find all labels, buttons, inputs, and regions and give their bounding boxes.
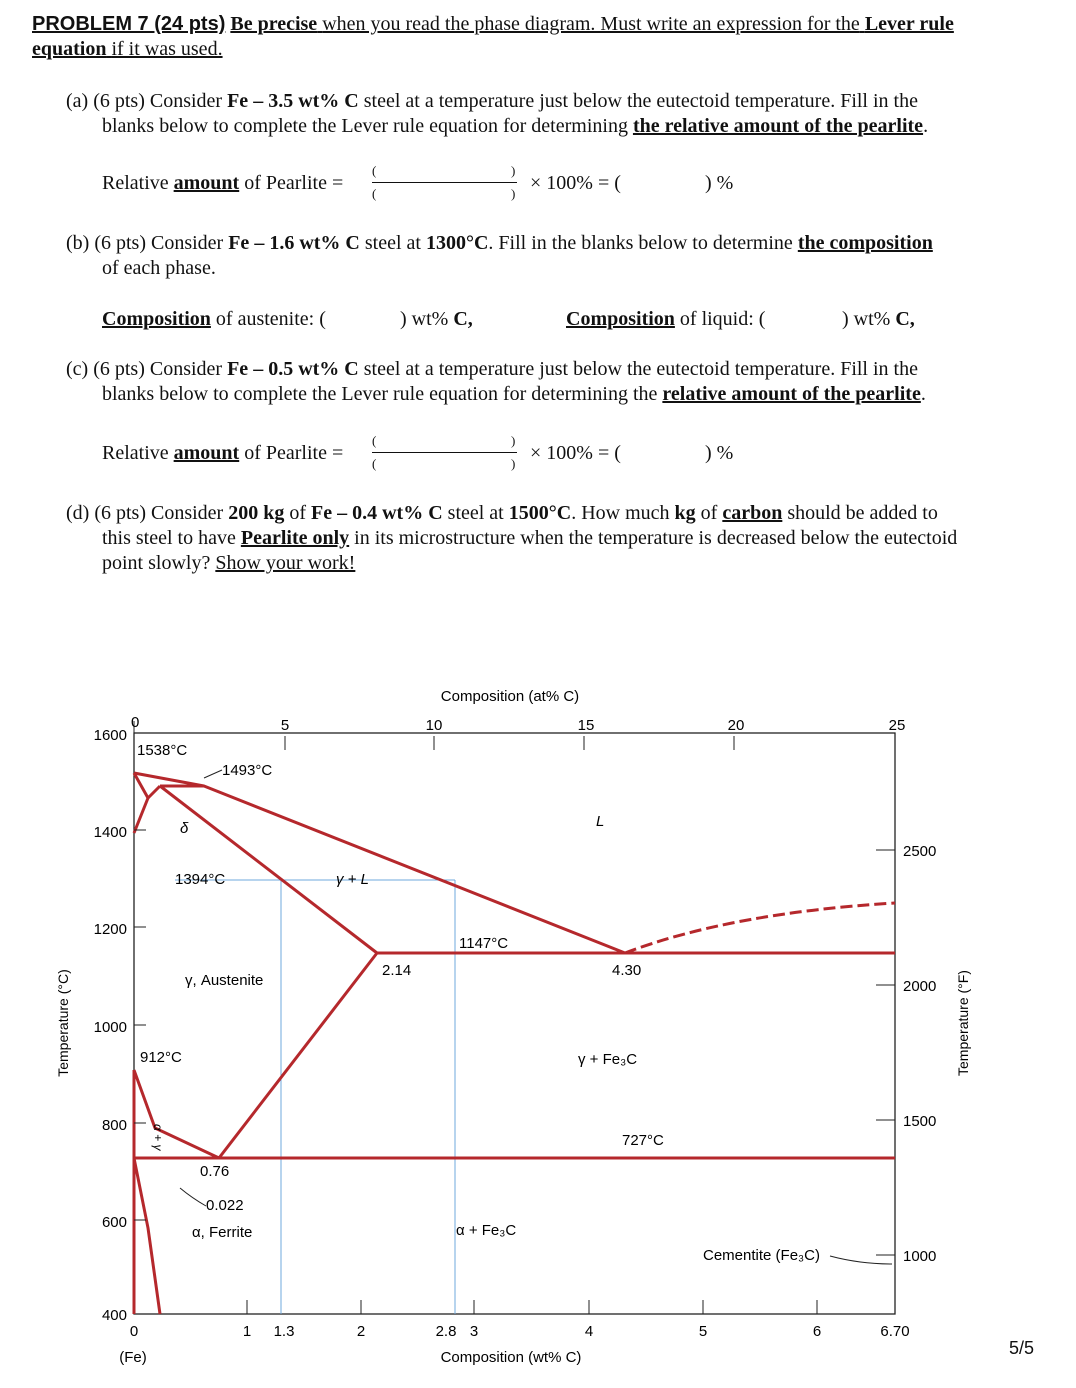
- composition-word: Composition: [566, 308, 675, 330]
- paren-close: ): [511, 433, 516, 448]
- left-tick-1400: 1400: [93, 824, 127, 841]
- part-a-times: × 100% = (: [530, 172, 621, 194]
- bottom-axis-title: Composition (wt% C): [440, 1349, 582, 1366]
- right-tick-2500: 2500: [903, 843, 937, 860]
- amount-word: amount: [173, 442, 240, 464]
- bottom-tick-0: 0: [129, 1323, 139, 1340]
- label-austenite: γ, Austenite: [185, 972, 264, 989]
- part-a-pts: (6 pts) Consider: [93, 90, 223, 112]
- a3-line: [134, 1070, 219, 1158]
- wt-pct: ) wt%: [400, 308, 449, 330]
- part-c-emph: relative amount of the pearlite: [662, 383, 921, 405]
- label-0p022: 0.022: [206, 1197, 244, 1214]
- label-1147: 1147°C: [459, 935, 509, 952]
- bottom-tick-1p3: 1.3: [273, 1323, 295, 1340]
- equation-word: equation: [32, 38, 107, 60]
- part-d-text2: . How much: [571, 502, 670, 524]
- part-d-mass: 200 kg: [228, 502, 285, 524]
- leader-1493: [204, 770, 222, 778]
- fraction-bar-a: [372, 182, 517, 183]
- part-a-pct: ) %: [705, 172, 734, 194]
- bottom-fe: (Fe): [119, 1349, 147, 1366]
- solvus: [134, 1158, 160, 1314]
- part-a-period: .: [923, 115, 929, 137]
- right-axis-title: Temperature (°F): [955, 970, 971, 1076]
- of-word: of: [289, 502, 307, 524]
- liquidus-left: [134, 773, 625, 953]
- liquidus-right-dashed: [625, 903, 895, 953]
- right-tick-1500: 1500: [903, 1113, 937, 1130]
- top-tick-25: 25: [888, 717, 906, 734]
- part-d-line3a: point slowly?: [102, 552, 211, 574]
- part-a-alloy: Fe – 3.5 wt% C: [227, 90, 359, 112]
- show-your-work: Show your work!: [215, 552, 356, 574]
- part-d-text3: should be added to: [787, 502, 938, 524]
- label-alpha-gamma: α + γ: [151, 1124, 165, 1151]
- problem-header-line2: [32, 37, 223, 62]
- left-tick-1000: 1000: [93, 1019, 127, 1036]
- guide-lines: [175, 880, 455, 1314]
- pearlite-only: Pearlite only: [240, 527, 350, 549]
- label-1394: 1394°C: [175, 871, 226, 888]
- label-cementite: Cementite (Fe₃C): [703, 1247, 820, 1264]
- part-b-emph: the composition: [797, 232, 933, 254]
- part-d-line2: [102, 526, 957, 551]
- part-b-comp-liquid: [566, 307, 765, 332]
- part-d-line2b: in its microstructure when the temperature is decreased below the eutectoid: [354, 527, 958, 549]
- left-axis-title: Temperature (°C): [55, 969, 71, 1077]
- rel-word: Relative: [102, 442, 169, 464]
- be-precise: Be precise: [230, 13, 318, 35]
- part-d-line2a: this steel to have: [102, 527, 236, 549]
- part-a-equation: [102, 171, 343, 196]
- part-c-pts: (6 pts) Consider: [93, 358, 223, 380]
- top-tick-5: 5: [280, 717, 290, 734]
- label-ferrite: α, Ferrite: [192, 1224, 253, 1241]
- paren-close: ): [511, 186, 516, 201]
- part-d-label: (d): [66, 502, 90, 524]
- top-tick-0: 0: [131, 714, 140, 731]
- c-bold: C,: [453, 308, 473, 330]
- part-d-text1: steel at: [447, 502, 504, 524]
- part-c-pct: ) %: [705, 442, 734, 464]
- part-d-alloy: Fe – 0.4 wt% C: [311, 502, 443, 524]
- paren-open: (: [372, 456, 377, 471]
- top-tick-20: 20: [727, 717, 745, 734]
- part-c-line2: [102, 382, 926, 407]
- part-b-text2: . Fill in the blanks below to determine: [488, 232, 793, 254]
- part-d-pts: (6 pts) Consider: [94, 502, 224, 524]
- problem-title: PROBLEM 7 (24 pts): [32, 13, 226, 35]
- right-tick-1000: 1000: [903, 1248, 937, 1265]
- title-tail: when you read the phase diagram. Must write an expression for the: [322, 13, 860, 35]
- left-tick-600: 600: [101, 1214, 127, 1231]
- label-liquid: L: [596, 813, 605, 830]
- part-b-label: (b): [66, 232, 90, 254]
- part-b-text1: steel at: [364, 232, 421, 254]
- part-b-comp-austenite: [102, 307, 326, 332]
- part-d-line3: [102, 551, 355, 576]
- part-b-line2: of each phase.: [102, 257, 216, 279]
- part-c-line1: [66, 357, 918, 382]
- top-tick-10: 10: [425, 717, 443, 734]
- part-d-temp: 1500°C: [508, 502, 572, 524]
- composition-word: Composition: [102, 308, 211, 330]
- delta-gamma-left: [134, 798, 148, 833]
- bottom-tick-4: 4: [584, 1323, 594, 1340]
- bottom-tick-5: 5: [698, 1323, 708, 1340]
- part-c-equation: [102, 441, 343, 466]
- part-c-text1: steel at a temperature just below the eutectoid temperature. Fill in the: [363, 358, 918, 380]
- wt-pct: ) wt%: [842, 308, 891, 330]
- problem-header-line1: [32, 12, 954, 37]
- left-tick-400: 400: [101, 1307, 127, 1324]
- bottom-tick-2p8: 2.8: [435, 1323, 457, 1340]
- paren-close: ): [511, 163, 516, 178]
- liquid-comp: of liquid: (: [679, 308, 766, 330]
- part-a-emph: the relative amount of the pearlite: [632, 115, 924, 137]
- of-pearlite: of Pearlite =: [244, 172, 344, 194]
- leader-0p022: [180, 1188, 206, 1206]
- page-number: 5/5: [1009, 1338, 1035, 1358]
- left-tick-1200: 1200: [93, 921, 127, 938]
- header-tail: if it was used.: [111, 38, 223, 60]
- part-a-label: (a): [66, 90, 89, 112]
- part-b-comp2-end: [842, 307, 915, 332]
- right-ticks: [876, 850, 895, 1255]
- fraction-bar-c: [372, 452, 517, 453]
- label-gamma-l: γ + L: [336, 871, 369, 888]
- bottom-tick-2: 2: [356, 1323, 366, 1340]
- label-2p14: 2.14: [382, 962, 412, 979]
- part-c-alloy: Fe – 0.5 wt% C: [227, 358, 359, 380]
- label-1538: 1538°C: [137, 742, 188, 759]
- paren-close: ): [511, 456, 516, 471]
- bottom-tick-6: 6: [812, 1323, 822, 1340]
- part-b-alloy: Fe – 1.6 wt% C: [228, 232, 360, 254]
- part-a-line2: [102, 114, 928, 139]
- label-0p76: 0.76: [200, 1163, 230, 1180]
- label-gamma-fe3c: γ + Fe₃C: [578, 1051, 638, 1068]
- label-727: 727°C: [622, 1132, 664, 1149]
- bottom-ticks: [247, 1300, 817, 1314]
- part-d-line1: [66, 501, 938, 526]
- rel-word: Relative: [102, 172, 169, 194]
- part-a-text1: steel at a temperature just below the eutectoid temperature. Fill in the: [363, 90, 918, 112]
- of-word: of: [700, 502, 718, 524]
- part-b-pts: (6 pts) Consider: [94, 232, 224, 254]
- carbon-word: carbon: [722, 502, 783, 524]
- part-c-label: (c): [66, 358, 89, 380]
- part-c-period: .: [920, 383, 926, 405]
- part-b-comp1-end: [400, 307, 473, 332]
- label-4p30: 4.30: [612, 962, 642, 979]
- bottom-tick-6p70: 6.70: [880, 1323, 910, 1340]
- top-axis-title: Composition (at% C): [440, 688, 580, 705]
- part-a-text2: blanks below to complete the Lever rule equation for determining: [102, 115, 628, 137]
- part-b-line1: [66, 231, 933, 256]
- label-1493: 1493°C: [222, 762, 273, 779]
- label-delta: δ: [180, 820, 189, 837]
- paren-open: (: [372, 163, 377, 178]
- label-912: 912°C: [140, 1049, 182, 1066]
- austenite-comp: of austenite: (: [215, 308, 326, 330]
- lever-rule: Lever rule: [864, 13, 954, 35]
- paren-open: (: [372, 433, 377, 448]
- top-tick-15: 15: [577, 717, 595, 734]
- amount-word: amount: [173, 172, 240, 194]
- of-pearlite: of Pearlite =: [244, 442, 344, 464]
- left-tick-1600: 1600: [93, 727, 127, 744]
- bottom-tick-1: 1: [242, 1323, 252, 1340]
- c-bold: C,: [895, 308, 915, 330]
- part-c-text2: blanks below to complete the Lever rule equation for determining the: [102, 383, 658, 405]
- leader-cementite: [830, 1256, 892, 1264]
- paren-open: (: [372, 186, 377, 201]
- left-tick-800: 800: [101, 1117, 127, 1134]
- bottom-tick-3: 3: [469, 1323, 479, 1340]
- part-b-temp: 1300°C: [425, 232, 489, 254]
- kg-word: kg: [674, 502, 696, 524]
- fe-c-phase-diagram: [0, 628, 1076, 1388]
- part-a-line1: [66, 89, 918, 114]
- part-c-times: × 100% = (: [530, 442, 621, 464]
- right-tick-2000: 2000: [903, 978, 937, 995]
- label-alpha-fe3c: α + Fe₃C: [456, 1222, 517, 1239]
